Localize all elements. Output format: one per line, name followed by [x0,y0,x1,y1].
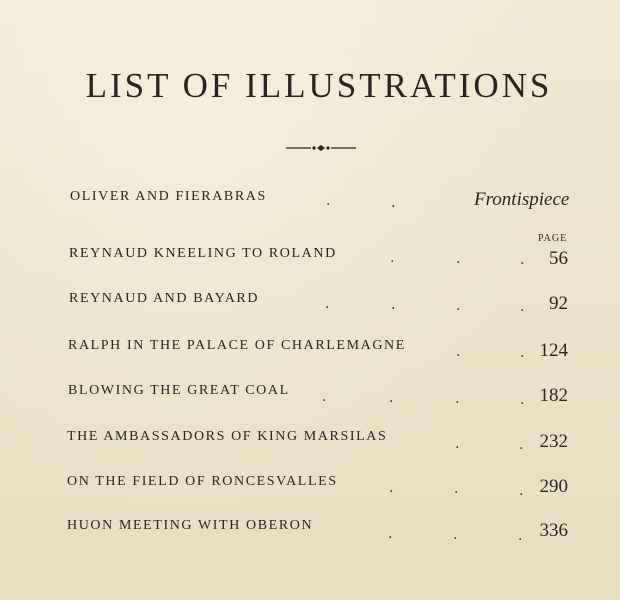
list-item-page: 92 [549,293,568,314]
leader-dot: . [456,298,461,314]
leader-dot: . [389,480,394,496]
leader-dot: . [520,345,525,361]
leader-dot: . [389,390,394,406]
leader-dot: . [520,392,525,408]
leader-dot: . [519,437,524,453]
list-item-page: 182 [539,385,568,406]
list-item-label: ON THE FIELD OF RONCESVALLES [67,474,338,489]
list-item-page: 290 [539,476,568,497]
list-item-page: 232 [539,431,568,452]
list-item-page: 336 [539,520,568,541]
list-item-page: Frontispiece [474,189,570,210]
leader-dot: . [391,195,396,211]
leader-dot: . [520,252,525,268]
leader-dot: . [455,436,460,452]
leader-dot: . [326,193,331,209]
list-item-page: 56 [549,248,568,269]
leader-dot: . [456,251,461,267]
list-item-label: THE AMBASSADORS OF KING MARSILAS [67,429,388,444]
list-item-label: REYNAUD AND BAYARD [69,291,260,306]
list-item-label: RALPH IN THE PALACE OF CHARLEMAGNE [68,338,406,353]
leader-dot: . [391,297,396,313]
leader-dot: . [390,250,395,266]
leader-dot: . [520,299,525,315]
page-title: LIST OF ILLUSTRATIONS [85,66,553,105]
leader-dot: . [322,389,327,405]
list-item-label: HUON MEETING WITH OBERON [67,518,314,533]
list-item-page: 124 [539,340,568,361]
leader-dot: . [388,526,393,542]
leader-dot: . [518,528,523,544]
leader-dot: . [456,344,461,360]
leader-dot: . [455,391,460,407]
leader-dot: . [519,483,524,499]
leader-dot: . [325,296,330,312]
leader-dot: . [453,527,458,543]
page-column-heading: PAGE [538,233,568,244]
leader-dot: . [454,481,459,497]
list-item-label: OLIVER AND FIERABRAS [70,189,267,204]
list-item-label: REYNAUD KNEELING TO ROLAND [69,246,337,261]
list-item-label: BLOWING THE GREAT COAL [68,383,290,398]
